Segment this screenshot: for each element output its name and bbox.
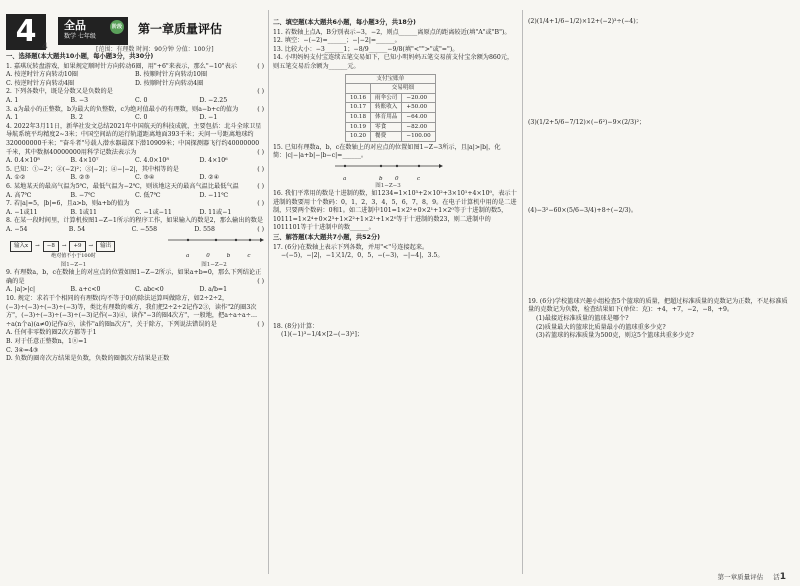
question-6-options: A. 高7℃ B. −7℃ C. 低7℃ D. −11℃ [6,191,229,199]
chapter-title: 第一章质量评估 [138,22,223,36]
question-12: 12. 填空：−(−2)=______；−|−2|=______。 [273,37,401,45]
flow-loop-label: 绝对值不小于100时 [51,253,96,260]
number-line-svg [164,234,264,248]
column-divider [522,10,523,574]
unit-subnumber: 4 [42,42,48,52]
flow-plus: +9 [69,241,85,252]
question-18-part-3: (3)(1/2+5/6−7/12)×(−6²)−9×(2/3)²； [528,118,646,126]
stage-badge: 阶段 [110,20,124,34]
answer-space [528,216,790,298]
question-18-part-4: (4)−3²−60×(5/6−3/4)+8÷(−2/3)。 [528,207,638,215]
table-row: 10.19 零食 −82.00 [346,122,436,132]
figure-caption: 图1−Z−2 [201,261,227,268]
table-header: 交易明细 [371,84,436,94]
answer-space [528,127,790,207]
answer-space [273,261,518,323]
table-row: 10.17 转账收入 +50.00 [346,103,436,113]
numline-label: c [417,175,421,182]
question-5-options: A. ①② B. ②③ C. ③④ D. ②④ [6,174,220,182]
column-middle [273,18,518,340]
question-2: 2. 下列各数中，既是分数又是负数的是 ( ) [6,88,264,96]
figure-caption: 图1−Z−1 [60,261,87,268]
question-4-options: A. 0.4×10⁸ B. 4×10⁷ C. 4.0×10⁸ D. 4×10⁶ [6,157,228,165]
alipay-table [345,74,436,142]
footer-label: 第一章质量评估 [717,573,764,581]
table-row: 10.20 餐费 −100.00 [346,132,436,142]
question-1: 1. 嘉琪玩转盘游戏，如果规定顺时针方向转动6圈，用"+6"来表示，那么"−10"表示 ( ) [6,62,264,70]
page-number: 1 [779,572,786,582]
brand-subject: 数学 七年级 [64,33,96,40]
figure-numberline [164,234,264,269]
question-8: 8. 在某一段时间里，计算机按图1−Z−1所示的程序工作，如果输入的数是2，那么输出的数是 ( ) [6,217,264,233]
question-7: 7. 若|a|=5，|b|=6，且a>b，则a+b的值为 ( ) [6,200,264,208]
question-8-options: A. −54 B. 54 C. −558 D. 558 [6,225,215,233]
column-left [6,52,264,364]
section-title: 三、解答题(本大题共7小题，共52分) [273,234,381,242]
question-17-numbers: −(−5)，−|2|，−1又1/2，0，5，−(−3)，−|−4|，3.5。 [281,252,444,260]
numline-label: 0 [206,253,210,260]
question-1-options: A. 按逆时针方向转动10圈 B. 按顺时针方向转动10圈 C. 按逆时针方向转动4圈 D. 按顺时针方向转动4圈 [6,71,208,87]
numline-label: b [379,175,383,182]
question-3: 3. a为最小的正整数，b为最大的负整数，c为绝对值最小的有理数，则a−b+c的值为 ( ) [6,105,264,113]
figure-caption: 图1−Z−3 [375,182,401,189]
numline-label: a [343,175,347,182]
flow-minus: −8 [43,241,59,252]
exam-meta: [范围：有理数 时间：90分钟 分值：100分] [96,46,214,53]
table-row: 10.16 雨伞公司 −20.00 [346,93,436,103]
number-line-svg [333,161,443,171]
question-15: 15. 已知有理数a，b，c在数轴上的对应点的位置如图1−Z−3所示，且|a|>|b|，化简：|c|−|a+b|−|b−c|=______。 [273,143,501,160]
question-18-part-1: (1)(−1)³−1/4×[2−(−3)²]； [281,331,364,339]
flow-input: 输入x [10,241,32,252]
question-19-part-3: (3)若篮球的标准质量为500克，则这5个篮球共重多少克? [536,332,694,340]
answer-space [528,27,790,119]
brand-box [58,17,128,45]
question-3-options: A. 1 B. 2 C. 0 D. −1 [6,114,218,122]
numline-label: b [226,253,231,260]
question-17: 17. (6分)在数轴上表示下列各数，并用"<"号连接起来。 [273,243,429,251]
flow-output: 输出 [96,241,115,252]
question-14: 14. 小明妈妈支付宝连续五笔交易如下，已知小明妈妈五笔交易前支付宝余额为860元，则五笔交易后余额为______元。 [273,54,514,70]
chapter-header [6,14,264,53]
question-18-part-2: (2)(1/4+1/6−1/2)×12+(−2)³÷(−4)； [528,18,642,25]
question-19: 19. (6分)学校篮球兴趣小组检查5个篮球的质量，把超过标准质量的克数记为正数，不足标准质量的克数记为负数，检查结果如下(单位：克)：+4，+7，−2，−8，+9。 [528,297,788,314]
question-9-options: A. |a|>|c| B. a+c<0 C. abc<0 D. a/b=1 [6,286,228,294]
question-16: 16. 我们平常用的数是十进制的数，如1234=1×10³+2×10²+3×10¹+4×10⁰，表示十进制的数要用十个数码：0，1，2，3，4，5，6，7，8，9。在电子计算机中用的是二进制，只要两个数码：0和1。如二进制中101=1×2²+0×2¹+1×2⁰等于十进制的数5，10111=1×2⁴+0×2³+1×2²+1×2¹+1×2⁰等于十进制的数23，则二进制中的1011101等于十进制中的数______。 [273,190,517,232]
column-divider [268,10,269,574]
page-footer: 第一章质量评估 活1 [717,572,786,582]
question-5: 5. 已知：①−2²；②(−2)²；③|−2|；④−|−2|，其中相等的是 ( ) [6,165,264,173]
section-title: 一、选择题(本大题共10小题，每小题3分，共30分) [6,53,154,60]
table-title: 支付宝账单 [346,74,436,84]
unit-number: 4 [6,14,46,50]
question-19-part-1: (1)最接近标准质量的篮球是哪个? [536,314,629,322]
question-19-part-2: (2)质量最大的篮球比质量最小的篮球重多少克? [536,323,666,331]
question-7-options: A. −1或11 B. 1或11 C. −1或−11 D. 11或−1 [6,208,232,216]
question-11: 11. 若数轴上点A，B分别表示−3，−2，则点______离原点的距离较近(填"A"或"B")。 [273,28,511,36]
numline-label: c [247,253,251,260]
question-2-options: A. 1 B. −3 C. 0 D. −2.25 [6,96,228,104]
figures-row [6,234,264,269]
question-10: 10. 规定：求若干个相同的有理数(均不等于0)的除法运算叫做除方，如2÷2÷2，(−3)÷(−3)÷(−3)÷(−3)等，类比有理数的乘方，我们把2÷2÷2记作2③，读作"2的圈3次方"，(−3)÷(−3)÷(−3)÷(−3)记作(−3)④，读作"−3的圈4次方"，一般地，把a÷a÷a÷…÷a(n个a)(a≠0)记作aⓝ，读作"a的圈n次方"，关于除方，下列说法错误的是 ( ) [6,295,264,328]
section-title: 二、填空题(本大题共6小题，每小题3分，共18分) [273,19,416,26]
figure-flowchart: 输入x → −8 → +9 → 输出 绝对值不小于100时 图1−Z−1 [6,239,141,269]
question-6: 6. 某地某天的最高气温为5℃，最低气温为−2℃，则该地这天的最高气温比最低气温 ( ) [6,182,264,190]
question-9: 9. 有理数a，b，c在数轴上的对应点的位置如图1−Z−2所示，如果a+b=0，那么下列结论正确的是 ( ) [6,269,264,285]
table-row: 10.18 体育用品 −64.00 [346,112,436,122]
question-4: 4. 2022年3月11日，新华社发文总结2021年中国航天的科技成就，主要包括：北斗全球卫星导航系统平均精度2~3米；中国空间站的运行轨道距离地面393千米；天问一号距离地球约320000000千米；"奋斗者"号载人潜水器最深下潜10909米；中国探测器飞行约40000000千米，其中数据40000000用科学记数法表示为 ( ) [6,122,264,156]
numline-label: a [186,253,190,260]
figure-numberline-3 [333,161,443,190]
brand-name: 全品 [64,19,86,32]
numline-label: 0 [395,175,399,182]
question-13: 13. 比较大小：−3______1；−8/9______−9/8(填"<"">"或"=")。 [273,45,459,53]
question-10-options: A. 任何非零数的圈2次方都等于1 B. 对于任意正整数n，1ⓝ=1 C. 3④=4③ D. 负数的圈奇次方结果是负数，负数的圈偶次方结果是正数 [6,329,170,363]
question-18: 18. (8分)计算： [273,322,319,330]
column-right [528,18,790,341]
